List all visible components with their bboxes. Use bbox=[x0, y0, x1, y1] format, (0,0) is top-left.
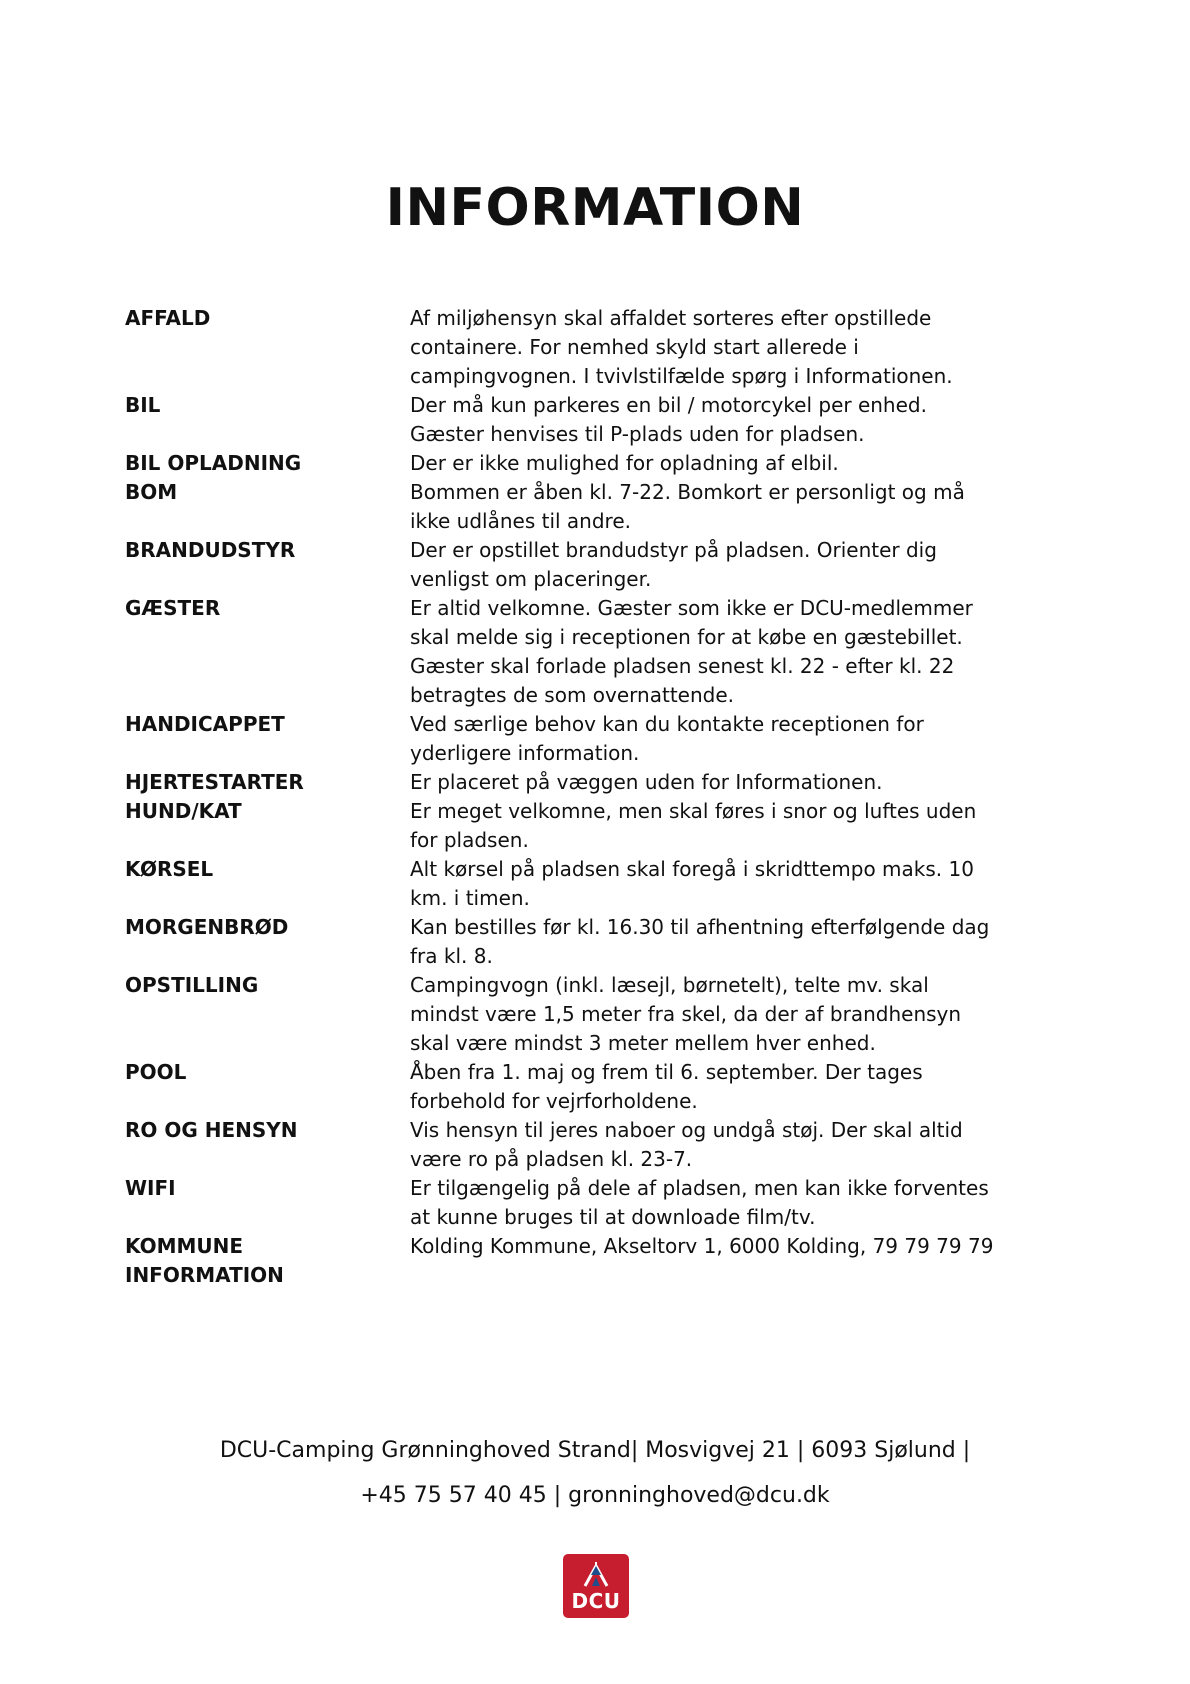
info-row-ro-og-hensyn bbox=[125, 1116, 1075, 1174]
info-row-hjertestarter bbox=[125, 768, 1075, 797]
page-title: INFORMATION bbox=[385, 178, 805, 238]
info-text: Der er opstillet brandudstyr på pladsen. Orienter dig venligst om placeringer. bbox=[410, 538, 937, 591]
info-label: MORGENBRØD bbox=[125, 915, 289, 939]
info-row-affald bbox=[125, 304, 1075, 391]
info-label: AFFALD bbox=[125, 306, 211, 330]
info-label: RO OG HENSYN bbox=[125, 1118, 298, 1142]
info-text: Er altid velkomne. Gæster som ikke er DCU-medlemmer skal melde sig i receptionen for at købe en gæstebillet. Gæster skal forlade pladsen senest kl. 22 - efter kl. 22 betragtes de som overnattende. bbox=[410, 596, 973, 707]
tent-icon bbox=[582, 1560, 610, 1588]
info-text: Campingvogn (inkl. læsejl, børnetelt), telte mv. skal mindst være 1,5 meter fra skel, da der af brandhensyn skal være mindst 3 meter mellem hver enhed. bbox=[410, 973, 962, 1055]
info-label: BIL bbox=[125, 393, 161, 417]
info-label: WIFI bbox=[125, 1176, 176, 1200]
info-label: HJERTESTARTER bbox=[125, 770, 304, 794]
info-label: OPSTILLING bbox=[125, 973, 259, 997]
footer-contact: +45 75 57 40 45 | gronninghoved@dcu.dk bbox=[360, 1483, 830, 1508]
info-row-handicappet bbox=[125, 710, 1075, 768]
info-row-gaester bbox=[125, 594, 1075, 710]
info-label: HUND/KAT bbox=[125, 799, 242, 823]
info-label: BOM bbox=[125, 480, 178, 504]
info-text: Af miljøhensyn skal affaldet sorteres efter opstillede containere. For nemhed skyld start allerede i campingvognen. I tvivlstilfælde spørg i Informationen. bbox=[410, 306, 953, 388]
info-row-bil-opladning bbox=[125, 449, 1075, 478]
info-label: POOL bbox=[125, 1060, 187, 1084]
info-text: Er meget velkomne, men skal føres i snor og luftes uden for pladsen. bbox=[410, 799, 977, 852]
info-label: KOMMUNE INFORMATION bbox=[125, 1234, 284, 1287]
info-text: Kolding Kommune, Akseltorv 1, 6000 Kolding, 79 79 79 79 bbox=[410, 1234, 994, 1258]
info-text: Er placeret på væggen uden for Informationen. bbox=[410, 770, 883, 794]
info-row-kommune-information bbox=[125, 1232, 1075, 1290]
info-label: KØRSEL bbox=[125, 857, 214, 881]
info-row-hund-kat bbox=[125, 797, 1075, 855]
info-text: Der er ikke mulighed for opladning af elbil. bbox=[410, 451, 839, 475]
info-text: Åben fra 1. maj og frem til 6. september. Der tages forbehold for vejrforholdene. bbox=[410, 1060, 923, 1113]
info-row-pool bbox=[125, 1058, 1075, 1116]
info-label: HANDICAPPET bbox=[125, 712, 285, 736]
info-label: BIL OPLADNING bbox=[125, 451, 302, 475]
info-text: Der må kun parkeres en bil / motorcykel per enhed. Gæster henvises til P-plads uden for pladsen. bbox=[410, 393, 927, 446]
info-row-bil bbox=[125, 391, 1075, 449]
info-text: Er tilgængelig på dele af pladsen, men kan ikke forventes at kunne bruges til at downloade film/tv. bbox=[410, 1176, 989, 1229]
info-list bbox=[125, 304, 1075, 1290]
info-row-wifi bbox=[125, 1174, 1075, 1232]
info-text: Ved særlige behov kan du kontakte receptionen for yderligere information. bbox=[410, 712, 924, 765]
info-text: Vis hensyn til jeres naboer og undgå støj. Der skal altid være ro på pladsen kl. 23-7. bbox=[410, 1118, 963, 1171]
dcu-logo bbox=[563, 1554, 629, 1618]
info-row-brandudstyr bbox=[125, 536, 1075, 594]
info-text: Bommen er åben kl. 7-22. Bomkort er personligt og må ikke udlånes til andre. bbox=[410, 480, 965, 533]
info-text: Kan bestilles før kl. 16.30 til afhentning efterfølgende dag fra kl. 8. bbox=[410, 915, 990, 968]
info-row-bom bbox=[125, 478, 1075, 536]
footer-address: DCU-Camping Grønninghoved Strand| Mosvigvej 21 | 6093 Sjølund | bbox=[219, 1438, 971, 1463]
info-row-opstilling bbox=[125, 971, 1075, 1058]
info-label: GÆSTER bbox=[125, 596, 221, 620]
info-text: Alt kørsel på pladsen skal foregå i skridttempo maks. 10 km. i timen. bbox=[410, 857, 974, 910]
logo-text: DCU bbox=[571, 1589, 621, 1613]
info-row-koersel bbox=[125, 855, 1075, 913]
info-label: BRANDUDSTYR bbox=[125, 538, 296, 562]
info-row-morgenbroed bbox=[125, 913, 1075, 971]
